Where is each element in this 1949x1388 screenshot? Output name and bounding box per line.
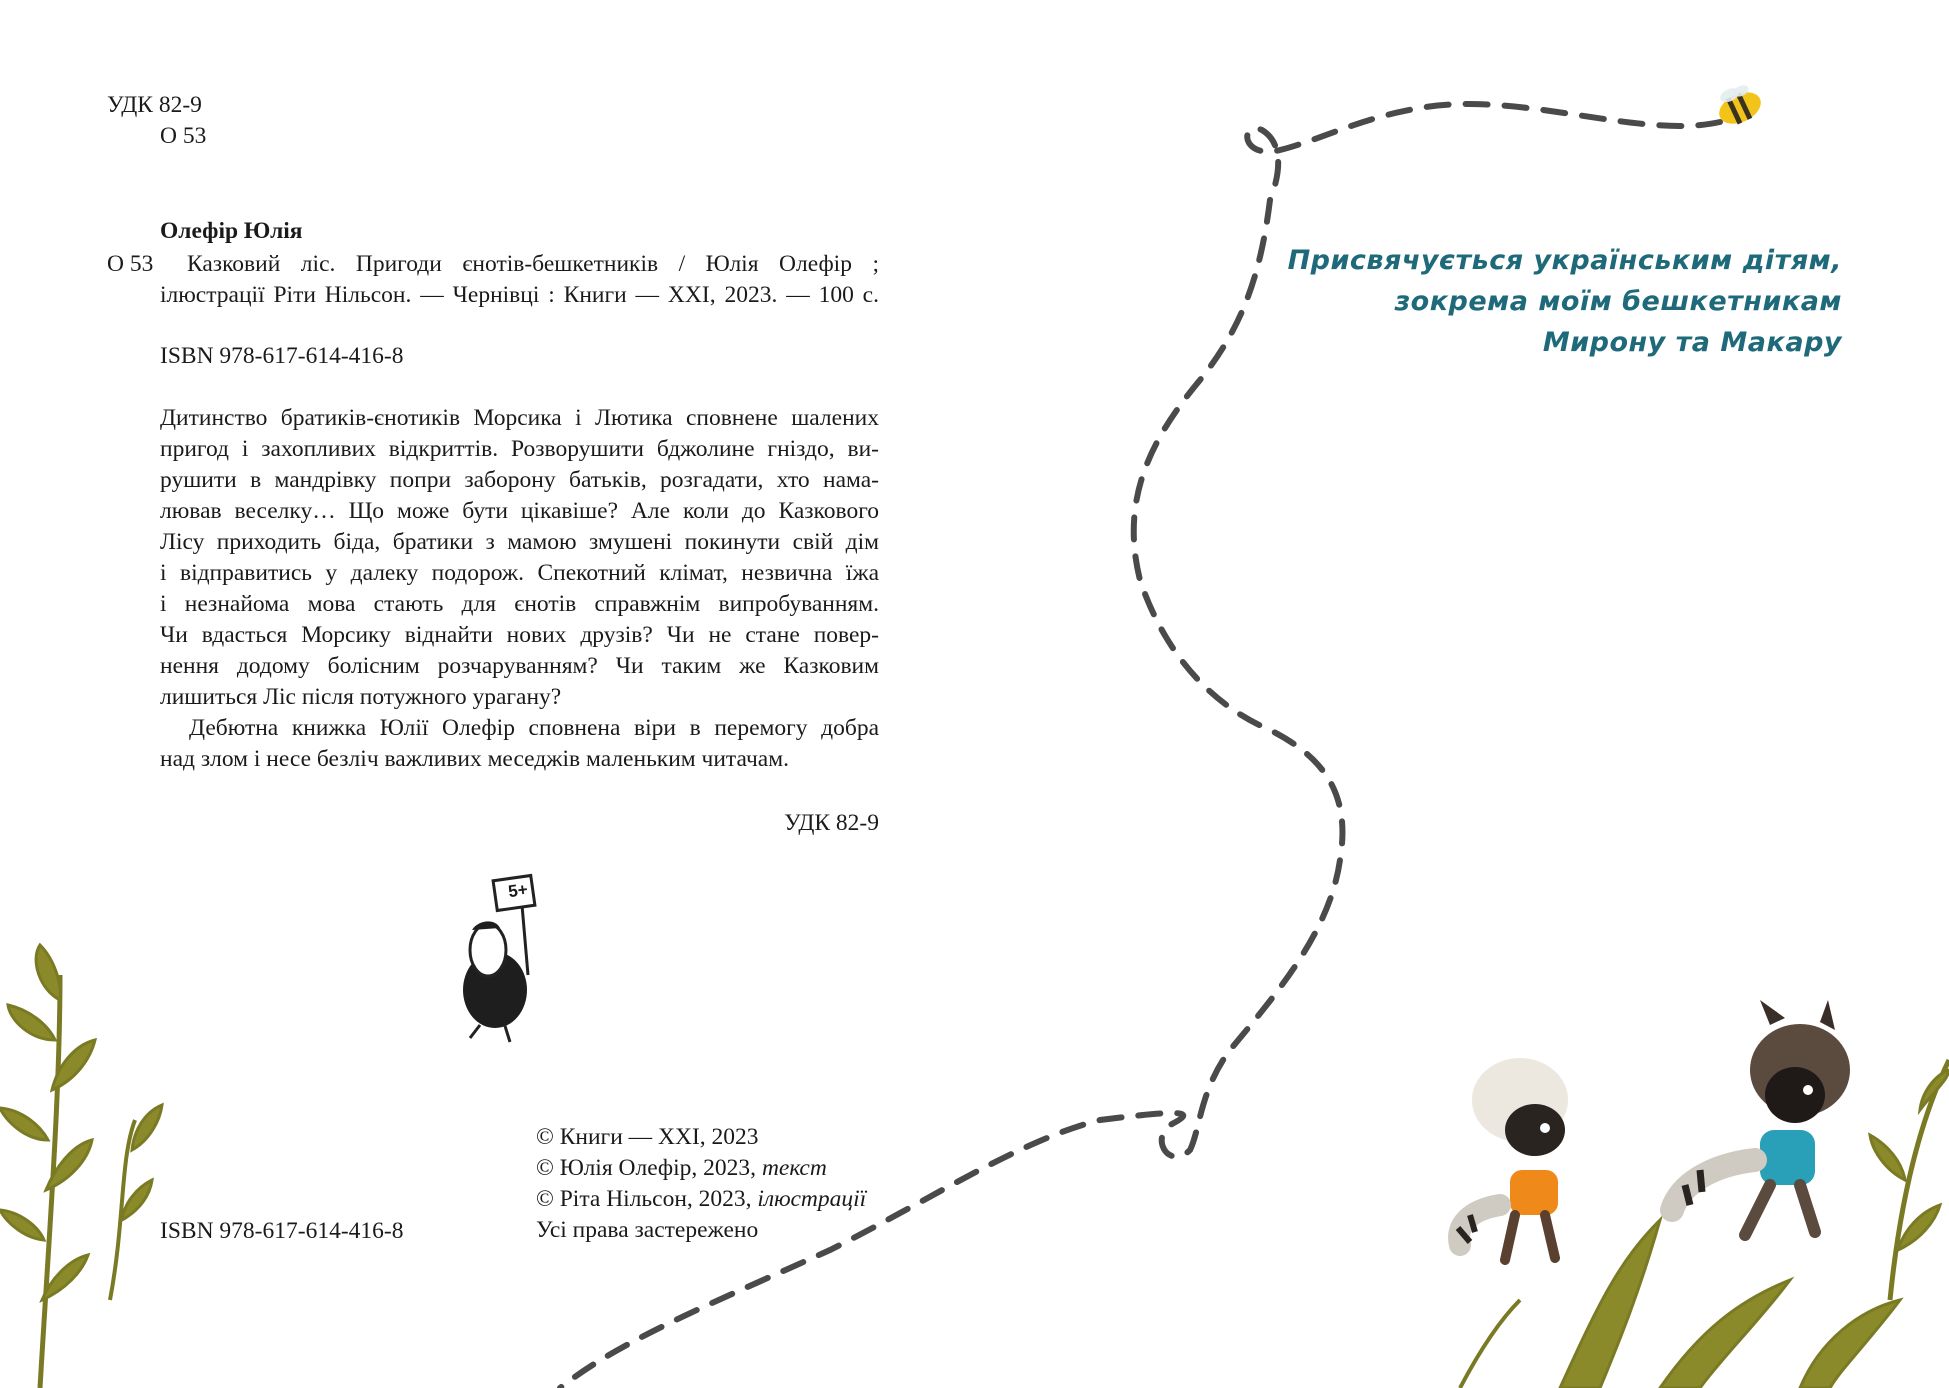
left-plant-illustration <box>0 945 162 1388</box>
rights-reserved: Усі права застережено <box>536 1217 759 1243</box>
code-top: О 53 <box>160 123 207 149</box>
annotation-line: Чи вдасться Морсику віднайти нових друзів? Чи не стане повер- <box>160 622 879 648</box>
udk-top: УДК 82-9 <box>107 92 202 118</box>
catalog-code: О 53 <box>107 251 154 277</box>
dedication <box>1288 240 1842 363</box>
dedication-line: Присвячується українським дітям, <box>1287 245 1842 276</box>
udk-bottom: УДК 82-9 <box>784 810 879 836</box>
annotation-line: Лісу приходить біда, братики з мамою змушені покинути свій дім <box>160 529 879 555</box>
copyright-illustrator-name: © Ріта Нільсон, 2023, <box>536 1186 758 1212</box>
author-name: Олефір Юлія <box>160 218 303 244</box>
annotation-line: і незнайома мова стають для єнотів справжнім випробуванням. <box>160 591 879 617</box>
raccoon-left-illustration <box>1458 1058 1568 1260</box>
annotation2-line: Дебютна книжка Юлії Олефір сповнена віри в перемогу добра <box>189 715 879 741</box>
catalog-line-2: ілюстрації Ріти Нільсон. — Чернівці : Книги — XXI, 2023. — 100 с. <box>160 282 879 308</box>
dedication-line: зокрема моїм бешкетникам <box>1394 286 1842 317</box>
copyright-publisher: © Книги — XXI, 2023 <box>536 1124 759 1150</box>
annotation-paragraph-2 <box>160 713 879 775</box>
catalog-line-1: Казковий ліс. Пригоди єнотів-бешкетників / Юлія Олефір ; <box>187 251 879 277</box>
annotation-line: пригод і захопливих відкриттів. Розворушити бджолине гніздо, ви- <box>160 436 879 462</box>
dedication-line: Мирону та Макару <box>1542 327 1842 358</box>
age-badge: 5+ <box>506 879 529 902</box>
isbn-bottom: ISBN 978-617-614-416-8 <box>160 1218 404 1244</box>
copyright-author-role: текст <box>761 1155 827 1181</box>
raccoon-right-illustration <box>1672 1000 1850 1235</box>
isbn-line: ISBN 978-617-614-416-8 <box>160 343 404 369</box>
copyright-author <box>536 1153 866 1184</box>
annotation-line: і відправитись у далеку подорож. Спекотний клімат, незвична їжа <box>160 560 879 586</box>
annotation-line: рушити в мандрівку попри заборону батьків, розгадати, хто нама- <box>160 467 879 493</box>
annotation-line: лишиться Ліс після потужного урагану? <box>160 684 562 710</box>
annotation-line: нення додому болісним розчаруванням? Чи таким же Казковим <box>160 653 879 679</box>
sheep-with-sign-illustration <box>463 876 535 1042</box>
annotation-paragraph <box>160 403 879 713</box>
annotation2-line: над злом і несе безліч важливих меседжів маленьким читачам. <box>160 746 789 772</box>
copyright-illustrator-role: ілюстрації <box>757 1186 867 1212</box>
copyright-illustrator <box>536 1184 866 1215</box>
annotation-line: лював веселку… Що може бути цікавіше? Але коли до Казкового <box>160 498 879 524</box>
copyright-author-name: © Юлія Олефір, 2023, <box>536 1155 762 1181</box>
copyright-block <box>536 1122 866 1246</box>
annotation-line: Дитинство братиків-єнотиків Морсика і Лютика сповнене шалених <box>160 405 879 431</box>
